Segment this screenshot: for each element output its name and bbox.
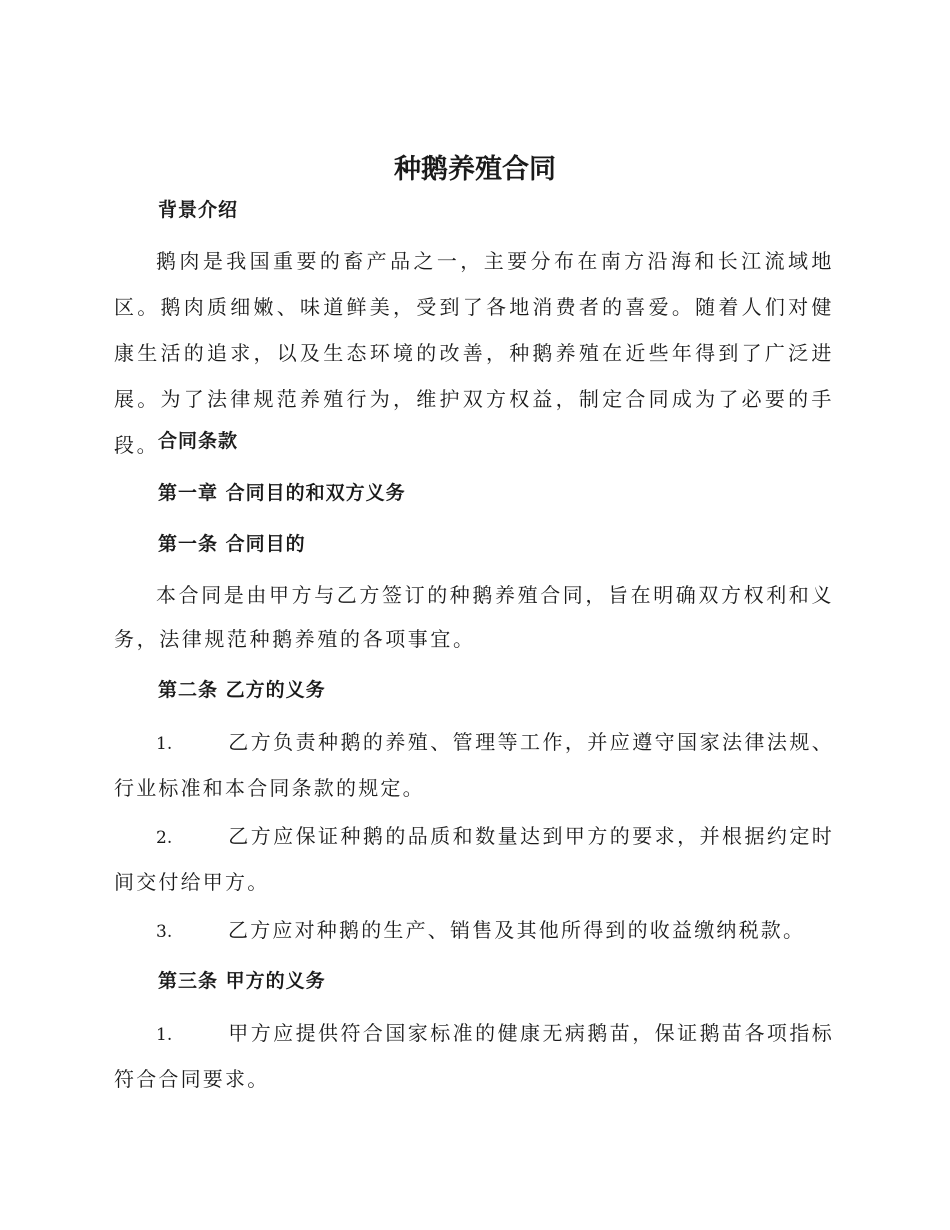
- document-title: 种鹅养殖合同: [394, 154, 556, 185]
- chapter-1-heading: 第一章 合同目的和双方义务: [158, 482, 406, 504]
- item-text: 乙方应保证种鹅的品质和数量达到甲方的要求，并根据约定时间交付给甲方。: [114, 824, 834, 894]
- article-2-item-2: [114, 814, 834, 904]
- article-3-item-1: [114, 1011, 834, 1101]
- terms-heading: 合同条款: [158, 430, 239, 452]
- article-2-item-3: [114, 908, 834, 954]
- article-1-heading: 第一条 合同目的: [158, 533, 306, 555]
- item-text: 甲方应提供符合国家标准的健康无病鹅苗，保证鹅苗各项指标符合合同要求。: [114, 1021, 834, 1091]
- article-2-item-1: [114, 720, 834, 810]
- article-3-heading: 第三条 甲方的义务: [158, 970, 326, 992]
- background-heading: 背景介绍: [158, 199, 239, 221]
- item-number: 2.: [156, 828, 173, 848]
- background-paragraph: 鹅肉是我国重要的畜产品之一，主要分布在南方沿海和长江流域地区。鹅肉质细嫩、味道鲜美，受到了各地消费者的喜爱。随着人们对健康生活的追求，以及生态环境的改善，种鹅养殖在近些年得到了广泛进展。为了法律规范养殖行为，维护双方权益，制定合同成为了必要的手段。: [114, 249, 834, 457]
- item-number: 3.: [156, 922, 173, 942]
- item-number: 1.: [156, 734, 173, 754]
- article-2-heading: 第二条 乙方的义务: [158, 679, 326, 701]
- item-number: 1.: [156, 1025, 173, 1045]
- item-text: 乙方应对种鹅的生产、销售及其他所得到的收益缴纳税款。: [228, 918, 806, 942]
- article-1-paragraph: 本合同是由甲方与乙方签订的种鹅养殖合同，旨在明确双方权利和义务，法律规范种鹅养殖的各项事宜。: [114, 583, 834, 651]
- item-text: 乙方负责种鹅的养殖、管理等工作，并应遵守国家法律法规、行业标准和本合同条款的规定。: [114, 730, 834, 800]
